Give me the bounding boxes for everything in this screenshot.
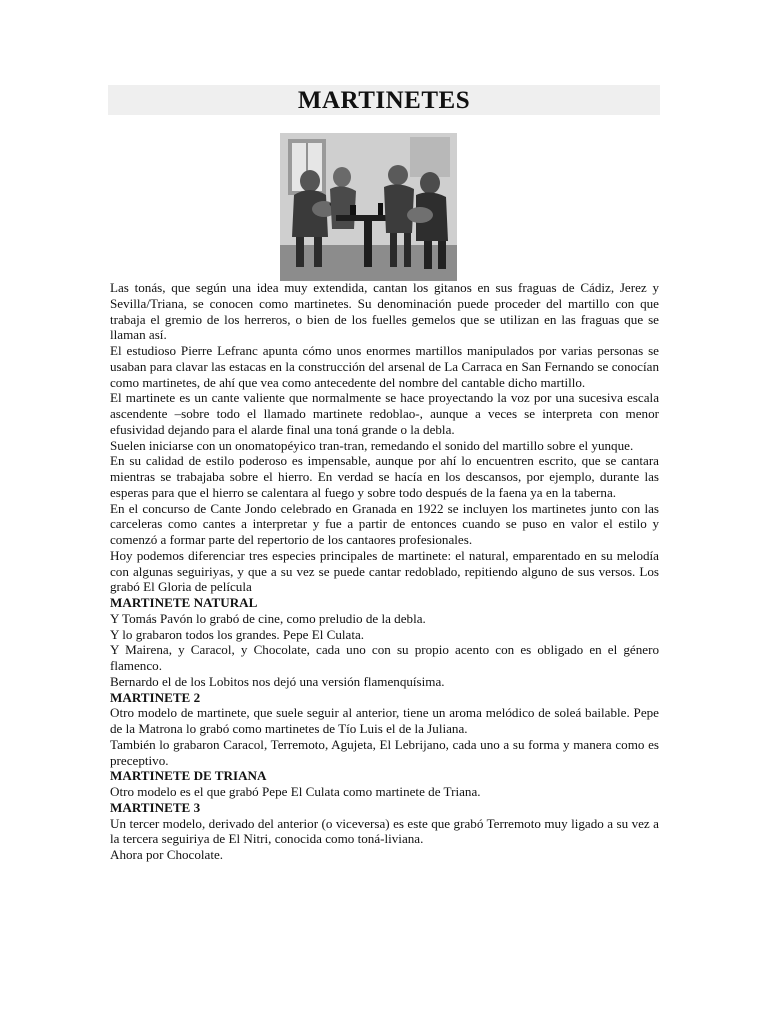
paragraph: Y Mairena, y Caracol, y Chocolate, cada uno con su propio acento con es obligado en el género flamenco. [110,642,659,673]
article-body [110,280,659,863]
paragraph: Las tonás, que según una idea muy extendida, cantan los gitanos en sus fraguas de Cádiz, Jerez y Sevilla/Triana, se conocen como martinetes. Su denominación puede proceder del martillo con que trabaja el gremio de los herreros, o bien de los fuelles gemelos que se utilizan en las fraguas que se llaman así. [110,280,659,343]
paragraph: En el concurso de Cante Jondo celebrado en Granada en 1922 se incluyen los martinetes junto con las carceleras como cantes a interpretar y fue a partir de entonces cuando se puso en valor el estilo y comenzó a formar parte del repertorio de los cantaores profesionales. [110,500,659,547]
paragraph: Otro modelo es el que grabó Pepe El Culata como martinete de Triana. [110,784,481,799]
paragraph: El estudioso Pierre Lefranc apunta cómo unos enormes martillos manipulados por varias personas se usaban para clavar las estacas en la construcción del arsenal de La Carraca en San Fernando se conocían como martinetes, de ahí que vea como antecedente del nombre del cantable dicho martillo. [110,343,659,390]
paragraph: En su calidad de estilo poderoso es impensable, aunque por ahí lo encuentren escrito, que se cantara mientras se trabajaba sobre el hierro. En verdad se hacía en los descansos, por ejemplo, durante las esperas para que el hierro se calentara al fuego y sobre todo después de la faena ya en la taberna. [110,453,659,500]
paragraph: Suelen iniciarse con un onomatopéyico tran-tran, remedando el sonido del martillo sobre el yunque. [110,437,634,453]
paragraph: El martinete es un cante valiente que normalmente se hace proyectando la voz por una sucesiva escala ascendente –sobre todo el llamado martinete redoblao-, aunque a veces se interpreta con menor efusividad dejando para el alarde final una toná grande o la debla. [110,390,659,437]
section-heading: MARTINETE 2 [110,689,201,705]
paragraph: Ahora por Chocolate. [110,847,224,862]
section-heading: MARTINETE NATURAL [110,595,258,610]
flamenco-scene-illustration [280,133,457,281]
paragraph: Otro modelo de martinete, que suele seguir al anterior, tiene un aroma melódico de soleá bailable. Pepe de la Matrona lo grabó como martinetes de Tío Luis el de la Juliana. [110,705,659,736]
paragraph: Bernardo el de los Lobitos nos dejó una versión flamenquísima. [110,673,445,689]
page-title: MARTINETES [108,85,660,115]
paragraph: Y Tomás Pavón lo grabó de cine, como preludio de la debla. [110,610,426,626]
section-heading: MARTINETE 3 [110,799,201,815]
paragraph: Un tercer modelo, derivado del anterior (o viceversa) es este que grabó Terremoto muy ligado a su vez a la tercera seguiriya de El Nitri, conocida como toná-liviana. [110,815,659,847]
paragraph: Y lo grabaron todos los grandes. Pepe El Culata. [110,626,365,642]
section-heading: MARTINETE DE TRIANA [110,768,267,784]
paragraph: También lo grabaron Caracol, Terremoto, Agujeta, El Lebrijano, cada uno a su forma y manera como es preceptivo. [110,736,659,768]
paragraph: Hoy podemos diferenciar tres especies principales de martinete: el natural, emparentado en su melodía con algunas seguiriyas, y que a su vez se puede cantar redoblado, repitiendo alguno de sus versos. Los grabó El Gloria de película [110,547,659,595]
